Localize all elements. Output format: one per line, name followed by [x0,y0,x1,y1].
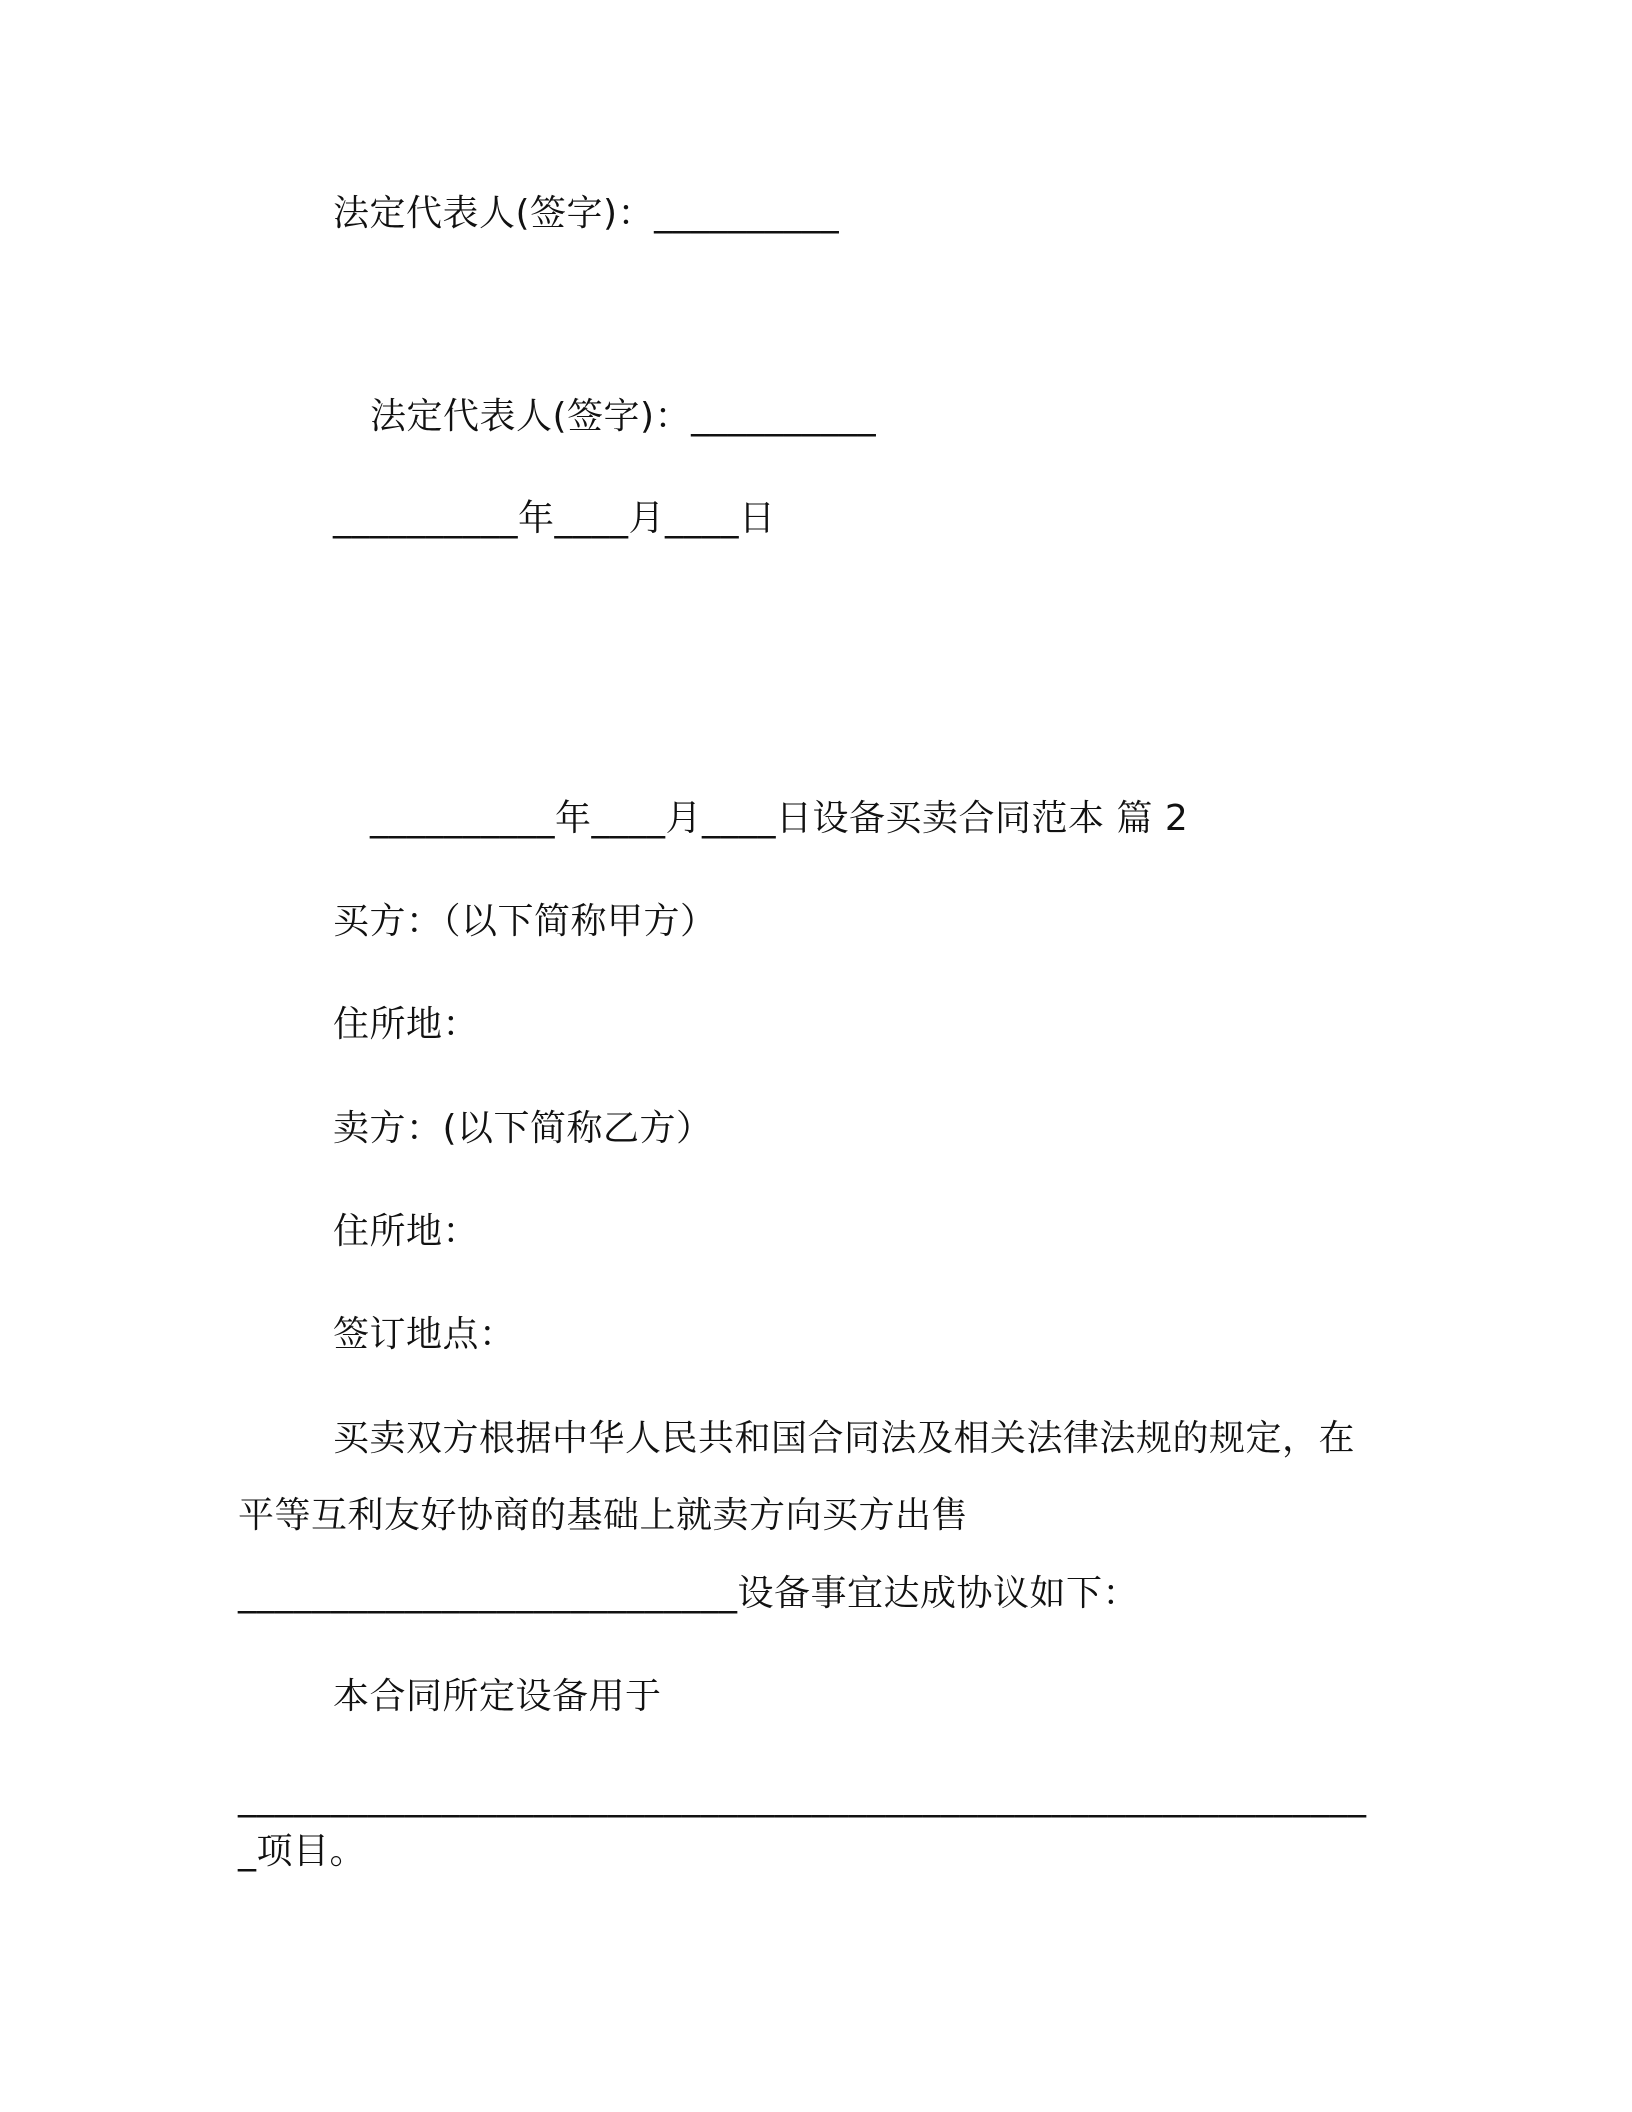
legal-representative-signature-line-2: 法定代表人(签字)：__________ [370,396,877,437]
legal-representative-signature-line-1: 法定代表人(签字)：__________ [333,193,840,234]
seller-address-line: 住所地： [333,1211,480,1252]
agreement-paragraph-line-2: 平等互利友好协商的基础上就卖方向买方出售 [238,1495,969,1536]
agreement-paragraph-line-3: ___________________________设备事宜达成协议如下： [238,1573,1140,1614]
signing-place-line: 签订地点： [333,1314,516,1355]
purpose-blank-line: _____________________________________________________________ [238,1777,1367,1818]
buyer-address-line: 住所地： [333,1004,480,1045]
agreement-paragraph-line-1: 买卖双方根据中华人民共和国合同法及相关法律法规的规定，在 [333,1418,1356,1459]
seller-line: 卖方：(以下简称乙方） [333,1108,713,1149]
equipment-purpose-line: 本合同所定设备用于 [333,1676,662,1717]
date-line: __________年____月____日 [333,498,776,539]
project-line: _项目。 [238,1831,367,1872]
buyer-line: 买方：（以下简称甲方） [333,901,717,942]
section-title: __________年____月____日设备买卖合同范本 篇 2 [370,798,1189,839]
